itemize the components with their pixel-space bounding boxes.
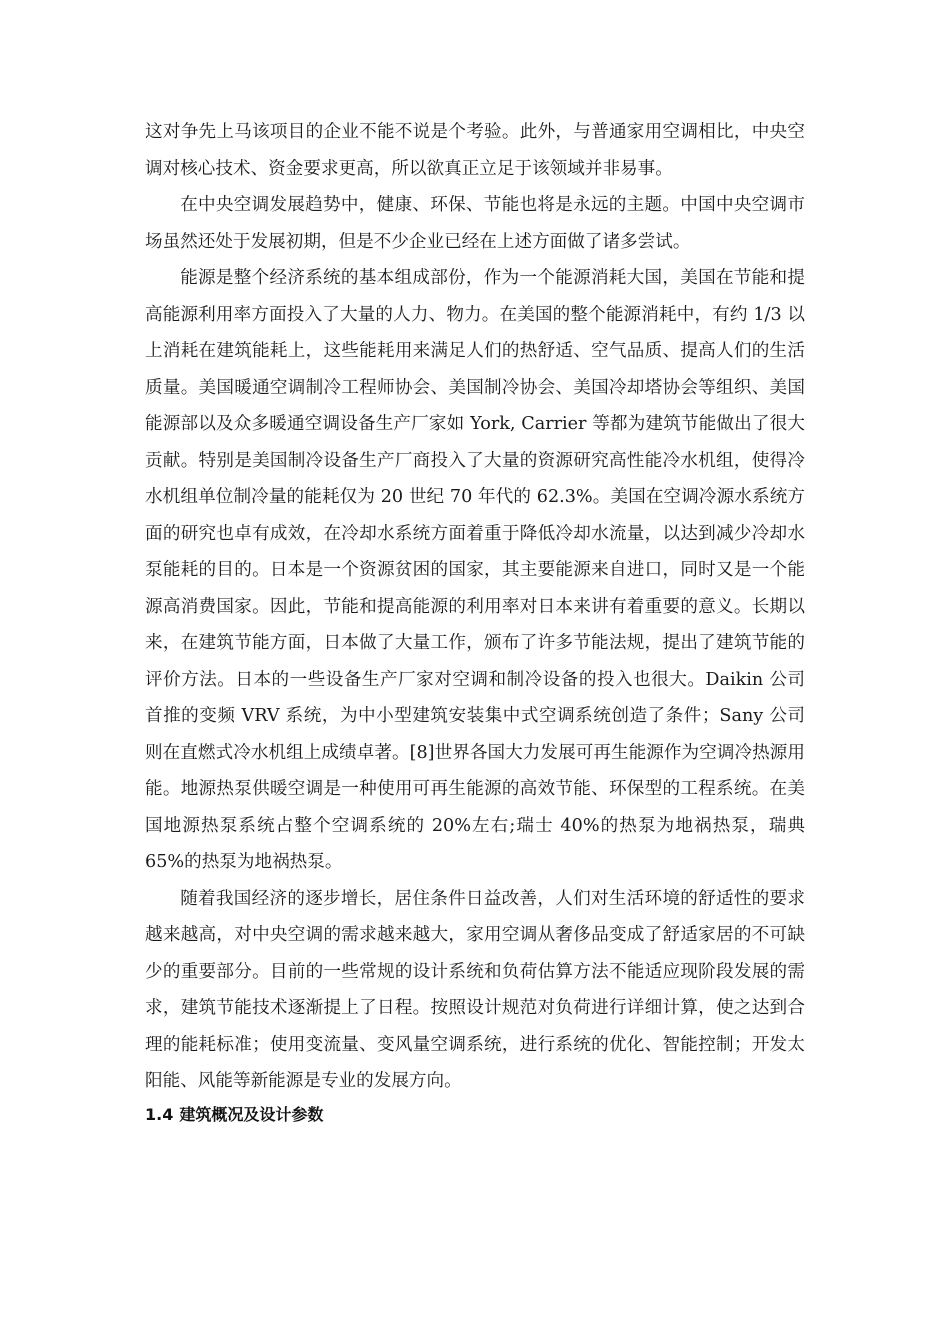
- paragraph-continuation: 这对争先上马该项目的企业不能不说是个考验。此外，与普通家用空调相比，中央空调对核心技术、资金要求更高，所以欲真正立足于该领域并非易事。: [145, 122, 805, 179]
- paragraph-trends: 在中央空调发展趋势中，健康、环保、节能也将是永远的主题。中国中央空调市场虽然还处于发展初期，但是不少企业已经在上述方面做了诸多尝试。: [145, 195, 805, 252]
- paragraph-china-development: 随着我国经济的逐步增长，居住条件日益改善，人们对生活环境的舒适性的要求越来越高，对中央空调的需求越来越大，家用空调从奢侈品变成了舒适家居的不可缺少的重要部分。目前的一些常规的设计系统和负荷估算方法不能适应现阶段发展的需求，建筑节能技术逐渐提上了日程。按照设计规范对负荷进行详细计算，使之达到合理的能耗标准；使用变流量、变风量空调系统，进行系统的优化、智能控制；开发太阳能、风能等新能源是专业的发展方向。: [145, 888, 805, 1091]
- section-number: 1.4: [145, 1104, 174, 1124]
- section-heading: [145, 1100, 805, 1130]
- paragraph-energy: 能源是整个经济系统的基本组成部份，作为一个能源消耗大国，美国在节能和提高能源利用率方面投入了大量的人力、物力。在美国的整个能源消耗中，有约 1/3 以上消耗在建筑能耗上，这些能耗用来满足人们的热舒适、空气品质、提高人们的生活质量。美国暖通空调制冷工程师协会、美国制冷协会、美国冷却塔协会等组织、美国能源部以及众多暖通空调设备生产厂家如 York, Carrier 等都为建筑节能做出了很大贡献。特别是美国制冷设备生产厂商投入了大量的资源研究高性能冷水机组，使得冷水机组单位制冷量的能耗仅为 20 世纪 70 年代的 62.3%。美国在空调冷源水系统方面的研究也卓有成效，在冷却水系统方面着重于降低冷却水流量，以达到减少冷却水泵能耗的目的。日本是一个资源贫困的国家，其主要能源来自进口，同时又是一个能源高消费国家。因此，节能和提高能源的利用率对日本来讲有着重要的意义。长期以来，在建筑节能方面，日本做了大量工作，颁布了许多节能法规，提出了建筑节能的评价方法。日本的一些设备生产厂家对空调和制冷设备的投入也很大。Daikin 公司首推的变频 VRV 系统，为中小型建筑安装集中式空调系统创造了条件；Sany 公司则在直燃式冷水机组上成绩卓著。[8]世界各国大力发展可再生能源作为空调冷热源用能。地源热泵供暖空调是一种使用可再生能源的高效节能、环保型的工程系统。在美国地源热泵系统占整个空调系统的 20%左右;瑞士 40%的热泵为地祸热泵，瑞典 65%的热泵为地祸热泵。: [145, 268, 805, 872]
- section-title: 建筑概况及设计参数: [179, 1104, 324, 1124]
- document-body: [145, 114, 805, 1130]
